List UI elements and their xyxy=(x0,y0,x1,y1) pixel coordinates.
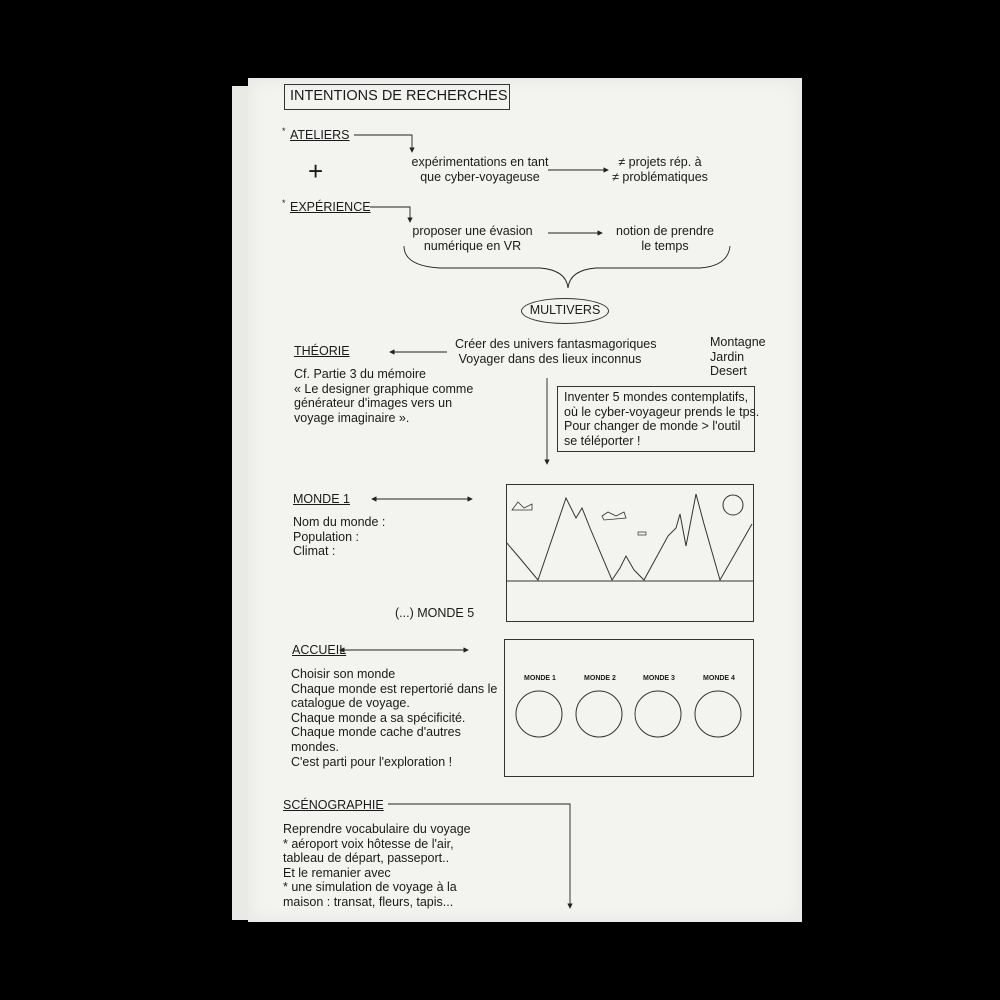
monde-1-label: MONDE 1 xyxy=(524,675,556,682)
theorie-center-text: Créer des univers fantasmagoriques Voyager dans des lieux inconnus xyxy=(455,337,657,366)
cloud-shape xyxy=(512,502,532,510)
bullet-star: * xyxy=(282,198,286,208)
monde-4-label: MONDE 4 xyxy=(703,675,735,682)
page-title: INTENTIONS DE RECHERCHES xyxy=(290,88,508,104)
accueil-heading: ACCUEIL xyxy=(292,643,347,657)
monde-heading: MONDE 1 xyxy=(293,492,350,506)
sun-circle xyxy=(723,495,743,515)
bullet-star: * xyxy=(282,126,286,136)
world-circle-3 xyxy=(635,691,681,737)
ateliers-label: ATELIERS xyxy=(290,128,350,142)
accueil-body: Choisir son monde Chaque monde est repertorié dans le catalogue de voyage. Chaque monde a sa spécificité. Chaque monde cache d'autres mondes. C'est parti pour l'exploration ! xyxy=(291,667,498,769)
experimentations-text: expérimentations en tant que cyber-voyageuse xyxy=(411,155,549,184)
world-circle-4 xyxy=(695,691,741,737)
evasion-text: proposer une évasion numérique en VR xyxy=(412,224,533,253)
scenographie-body: Reprendre vocabulaire du voyage * aéroport voix hôtesse de l'air, tableau de départ, passeport.. Et le remanier avec * une simulation de voyage à la maison : transat, fleurs, tapis... xyxy=(283,822,471,909)
notion-text: notion de prendre le temps xyxy=(616,224,714,253)
projets-text: ≠ projets rép. à ≠ problématiques xyxy=(612,155,708,184)
world-circles xyxy=(504,639,754,775)
world-circle-1 xyxy=(516,691,562,737)
world-circle-2 xyxy=(576,691,622,737)
monde-2-label: MONDE 2 xyxy=(584,675,616,682)
mondes-box-text: Inventer 5 mondes contemplatifs, où le cyber-voyageur prends le tps. Pour changer de monde > l'outil se téléporter ! xyxy=(564,390,760,448)
experience-label: EXPÉRIENCE xyxy=(290,200,371,214)
plus-sign: + xyxy=(308,156,324,186)
monde-fields: Nom du monde : Population : Climat : xyxy=(293,515,386,559)
monde-sketch xyxy=(506,484,754,622)
multivers-label: MULTIVERS xyxy=(529,303,601,317)
theorie-body: Cf. Partie 3 du mémoire « Le designer graphique comme générateur d'images vers un voyage imaginaire ». xyxy=(294,367,474,425)
places-list: Montagne Jardin Desert xyxy=(710,335,766,379)
monde-3-label: MONDE 3 xyxy=(643,675,675,682)
mountain-line xyxy=(506,494,752,580)
monde-5-label: (...) MONDE 5 xyxy=(395,606,475,620)
cloud-shape xyxy=(602,512,626,520)
theorie-heading: THÉORIE xyxy=(294,344,350,358)
scenographie-heading: SCÉNOGRAPHIE xyxy=(283,798,384,812)
